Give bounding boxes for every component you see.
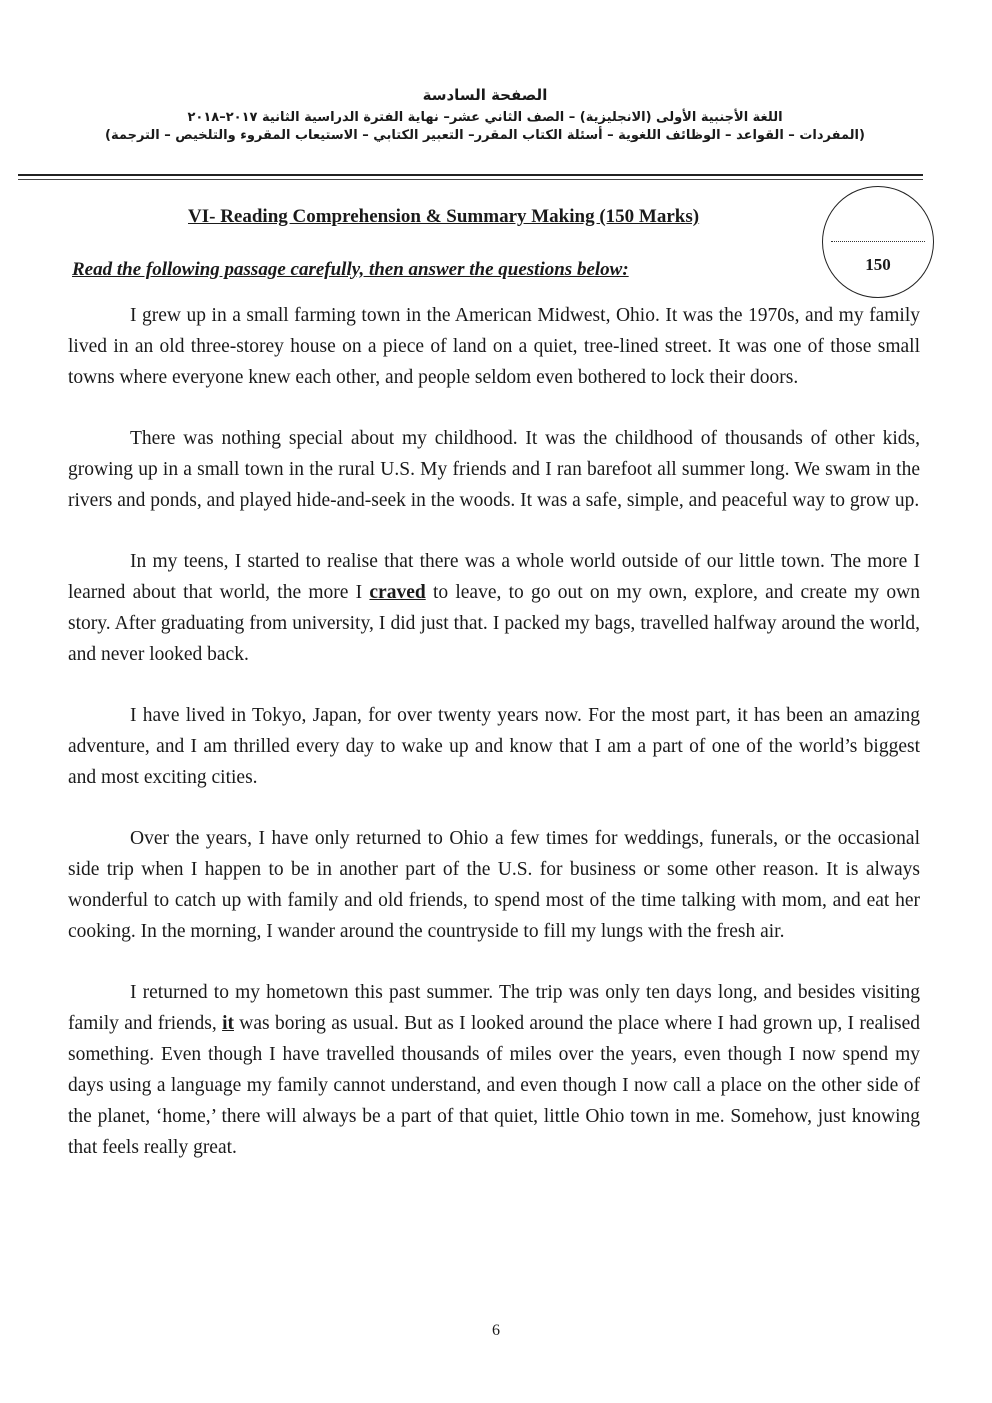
header-divider-thin xyxy=(18,179,923,180)
mark-box xyxy=(822,186,934,298)
mark-total: 150 xyxy=(865,255,891,274)
instruction: Read the following passage carefully, then answer the questions below: xyxy=(72,259,629,280)
highlighted-word-craved: craved xyxy=(369,582,426,603)
arabic-header xyxy=(40,86,930,143)
paragraph-6-start: I returned to my hometown this past summer. The trip was only ten days long, and besides visiting family and friends, xyxy=(68,982,920,1034)
course-line: اللغة الأجنبية الأولى (الانجليزية) – الصف الثاني عشر– نهاية الفترة الدراسية الثانية ٢٠١٧–٢٠١٨ xyxy=(187,110,783,125)
paragraph-3-start: In my teens, I started to realise that there was a whole world outside of our little town. The more I learned about that world, the more I xyxy=(68,551,920,603)
topics-line: (المفردات – القواعد – الوظائف اللغوية – أسئلة الكتاب المقرر– التعبير الكتابي – الاستيعاب المقروء والتلخيص – الترجمة) xyxy=(105,128,865,143)
page-number: 6 xyxy=(492,1322,500,1339)
header-divider xyxy=(18,174,923,176)
page-label: الصفحة السادسة xyxy=(422,86,548,104)
paragraph-3-end: to leave, to go out on my own, explore, and create my own story. After graduating from university, I did just that. I packed my bags, travelled halfway around the world, and never looked back. xyxy=(68,582,921,665)
paragraph-6 xyxy=(68,977,920,1163)
reading-passage xyxy=(68,300,920,1193)
section-title: VI- Reading Comprehension & Summary Making (150 Marks) xyxy=(188,206,700,227)
paragraph-1: I grew up in a small farming town in the American Midwest, Ohio. It was the 1970s, and my family lived in an old three-storey house on a piece of land on a quiet, tree-lined street. It was one of those small towns where everyone knew each other, and people seldom even bothered to lock their doors. xyxy=(68,305,920,388)
paragraph-2: There was nothing special about my childhood. It was the childhood of thousands of other kids, growing up in a small town in the rural U.S. My friends and I ran barefoot all summer long. We swam in the rivers and ponds, and played hide-and-seek in the woods. It was a safe, simple, and peaceful way to grow up. xyxy=(68,428,920,511)
mark-score-line xyxy=(831,241,925,242)
paragraph-4: I have lived in Tokyo, Japan, for over twenty years now. For the most part, it has been an amazing adventure, and I am thrilled every day to wake up and know that I am a part of one of the world’s biggest and most exciting cities. xyxy=(68,705,920,788)
highlighted-word-it: it xyxy=(222,1013,234,1034)
paragraph-5: Over the years, I have only returned to Ohio a few times for weddings, funerals, or the occasional side trip when I happen to be in another part of the U.S. for business or some other reason. It is always wonderful to catch up with family and old friends, to spend most of the time talking with mom, and eat her cooking. In the morning, I wander around the countryside to fill my lungs with the fresh air. xyxy=(68,828,920,942)
paragraph-6-end: was boring as usual. But as I looked around the place where I had grown up, I realised something. Even though I have travelled thousands of miles over the years, even though I now spend my days using a language my family cannot understand, and even though I now call a place on the other side of the planet, ‘home,’ there will always be a part of that quiet, little Ohio town in me. Somehow, just knowing that feels really great. xyxy=(68,1013,921,1158)
paragraph-3 xyxy=(68,546,920,670)
